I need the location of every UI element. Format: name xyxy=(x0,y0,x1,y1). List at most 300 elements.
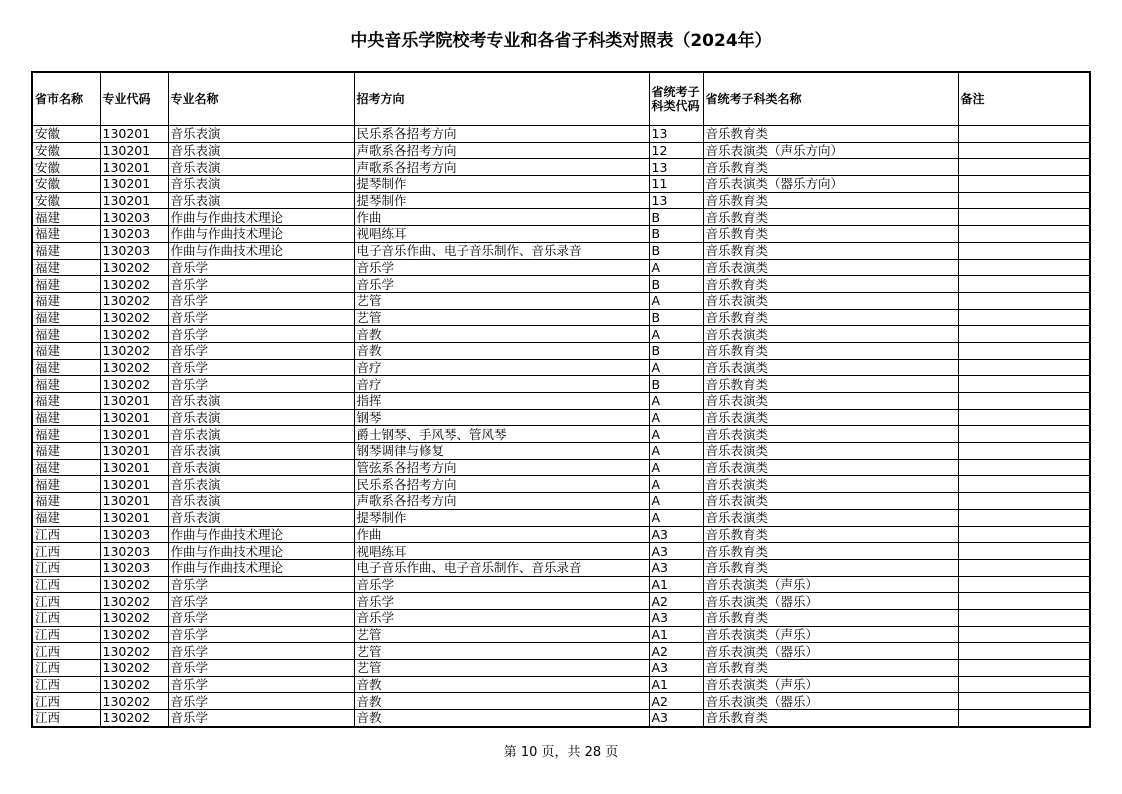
cell-remarks xyxy=(958,476,1090,493)
cell-remarks xyxy=(958,559,1090,576)
table-row xyxy=(32,626,1090,643)
cell-major-name: 音乐表演 xyxy=(168,493,354,510)
cell-subcategory-name: 音乐教育类 xyxy=(703,276,958,293)
cell-remarks xyxy=(958,710,1090,727)
cell-subcategory-code: 11 xyxy=(649,176,703,193)
table-row xyxy=(32,443,1090,460)
header-subcategory-code: 省统考子科类代码 xyxy=(649,72,703,126)
cell-major-code: 130203 xyxy=(100,559,168,576)
cell-subcategory-name: 音乐表演类 xyxy=(703,426,958,443)
cell-major-code: 130201 xyxy=(100,192,168,209)
cell-major-name: 音乐学 xyxy=(168,326,354,343)
cell-direction: 声歌系各招考方向 xyxy=(354,159,649,176)
cell-direction: 音疗 xyxy=(354,376,649,393)
cell-major-code: 130203 xyxy=(100,543,168,560)
cell-major-code: 130201 xyxy=(100,409,168,426)
cell-subcategory-code: A1 xyxy=(649,676,703,693)
table-row xyxy=(32,593,1090,610)
table-row xyxy=(32,676,1090,693)
table-row xyxy=(32,126,1090,143)
cell-major-name: 音乐表演 xyxy=(168,443,354,460)
cell-subcategory-code: A xyxy=(649,359,703,376)
cell-major-name: 音乐学 xyxy=(168,376,354,393)
cell-direction: 音教 xyxy=(354,676,649,693)
cell-subcategory-name: 音乐表演类（声乐） xyxy=(703,676,958,693)
cell-subcategory-code: B xyxy=(649,309,703,326)
cell-major-code: 130202 xyxy=(100,276,168,293)
cell-subcategory-code: A2 xyxy=(649,693,703,710)
cell-major-code: 130201 xyxy=(100,443,168,460)
cell-subcategory-code: A3 xyxy=(649,526,703,543)
table-row xyxy=(32,643,1090,660)
cell-remarks xyxy=(958,292,1090,309)
cell-province: 福建 xyxy=(32,209,100,226)
cell-subcategory-code: A xyxy=(649,476,703,493)
cell-remarks xyxy=(958,576,1090,593)
table-row xyxy=(32,226,1090,243)
cell-province: 安徽 xyxy=(32,126,100,143)
cell-direction: 音乐学 xyxy=(354,576,649,593)
cell-remarks xyxy=(958,459,1090,476)
table-row xyxy=(32,576,1090,593)
cell-major-name: 音乐学 xyxy=(168,593,354,610)
cell-subcategory-name: 音乐表演类 xyxy=(703,459,958,476)
cell-province: 福建 xyxy=(32,309,100,326)
table-row xyxy=(32,176,1090,193)
header-major-name: 专业名称 xyxy=(168,72,354,126)
cell-province: 江西 xyxy=(32,693,100,710)
table-row xyxy=(32,359,1090,376)
cell-direction: 提琴制作 xyxy=(354,176,649,193)
cell-province: 福建 xyxy=(32,426,100,443)
cell-major-name: 音乐表演 xyxy=(168,393,354,410)
cell-major-name: 音乐学 xyxy=(168,259,354,276)
cell-subcategory-name: 音乐教育类 xyxy=(703,159,958,176)
cell-major-name: 音乐表演 xyxy=(168,509,354,526)
cell-remarks xyxy=(958,142,1090,159)
table-row xyxy=(32,209,1090,226)
cell-province: 福建 xyxy=(32,259,100,276)
cell-province: 江西 xyxy=(32,526,100,543)
cell-subcategory-code: A xyxy=(649,409,703,426)
cell-remarks xyxy=(958,376,1090,393)
cell-subcategory-code: A1 xyxy=(649,576,703,593)
cell-remarks xyxy=(958,342,1090,359)
table-row xyxy=(32,660,1090,677)
table-row xyxy=(32,409,1090,426)
cell-subcategory-name: 音乐教育类 xyxy=(703,559,958,576)
table-row xyxy=(32,609,1090,626)
cell-major-name: 音乐学 xyxy=(168,576,354,593)
cell-province: 福建 xyxy=(32,476,100,493)
cell-direction: 音教 xyxy=(354,693,649,710)
cell-province: 福建 xyxy=(32,242,100,259)
cell-province: 江西 xyxy=(32,593,100,610)
table-header-row xyxy=(32,72,1090,126)
cell-major-code: 130202 xyxy=(100,326,168,343)
cell-province: 福建 xyxy=(32,409,100,426)
cell-remarks xyxy=(958,209,1090,226)
cell-direction: 音乐学 xyxy=(354,593,649,610)
cell-remarks xyxy=(958,593,1090,610)
cell-subcategory-code: A xyxy=(649,393,703,410)
cell-major-code: 130201 xyxy=(100,459,168,476)
table-row xyxy=(32,426,1090,443)
cell-subcategory-code: A xyxy=(649,459,703,476)
mapping-table xyxy=(31,71,1091,728)
cell-remarks xyxy=(958,526,1090,543)
cell-direction: 音教 xyxy=(354,710,649,727)
cell-remarks xyxy=(958,693,1090,710)
cell-major-code: 130202 xyxy=(100,359,168,376)
cell-subcategory-code: A xyxy=(649,292,703,309)
cell-subcategory-name: 音乐教育类 xyxy=(703,710,958,727)
cell-remarks xyxy=(958,126,1090,143)
cell-subcategory-code: A2 xyxy=(649,593,703,610)
cell-subcategory-name: 音乐教育类 xyxy=(703,526,958,543)
cell-major-name: 音乐表演 xyxy=(168,409,354,426)
table-row xyxy=(32,509,1090,526)
cell-major-code: 130202 xyxy=(100,710,168,727)
cell-subcategory-name: 音乐教育类 xyxy=(703,126,958,143)
cell-direction: 声歌系各招考方向 xyxy=(354,142,649,159)
cell-direction: 爵士钢琴、手风琴、管风琴 xyxy=(354,426,649,443)
cell-subcategory-name: 音乐表演类 xyxy=(703,493,958,510)
table-row xyxy=(32,376,1090,393)
cell-subcategory-name: 音乐表演类（器乐） xyxy=(703,593,958,610)
cell-direction: 音乐学 xyxy=(354,276,649,293)
cell-major-name: 音乐学 xyxy=(168,710,354,727)
cell-major-name: 音乐表演 xyxy=(168,192,354,209)
cell-remarks xyxy=(958,359,1090,376)
cell-major-name: 音乐表演 xyxy=(168,176,354,193)
cell-direction: 民乐系各招考方向 xyxy=(354,476,649,493)
cell-subcategory-code: A3 xyxy=(649,543,703,560)
cell-remarks xyxy=(958,259,1090,276)
cell-major-code: 130203 xyxy=(100,209,168,226)
cell-subcategory-code: 12 xyxy=(649,142,703,159)
cell-major-code: 130201 xyxy=(100,426,168,443)
cell-province: 福建 xyxy=(32,226,100,243)
cell-subcategory-name: 音乐表演类 xyxy=(703,509,958,526)
cell-direction: 作曲 xyxy=(354,209,649,226)
cell-major-name: 音乐学 xyxy=(168,676,354,693)
table-row xyxy=(32,476,1090,493)
cell-direction: 声歌系各招考方向 xyxy=(354,493,649,510)
table-row xyxy=(32,259,1090,276)
cell-major-code: 130202 xyxy=(100,676,168,693)
table-row xyxy=(32,159,1090,176)
cell-direction: 音疗 xyxy=(354,359,649,376)
table-row xyxy=(32,276,1090,293)
cell-major-name: 音乐学 xyxy=(168,626,354,643)
cell-direction: 视唱练耳 xyxy=(354,226,649,243)
cell-major-name: 音乐表演 xyxy=(168,459,354,476)
cell-subcategory-name: 音乐教育类 xyxy=(703,543,958,560)
cell-subcategory-name: 音乐教育类 xyxy=(703,226,958,243)
table-row xyxy=(32,693,1090,710)
cell-province: 福建 xyxy=(32,393,100,410)
cell-province: 福建 xyxy=(32,359,100,376)
cell-subcategory-code: A3 xyxy=(649,559,703,576)
cell-remarks xyxy=(958,326,1090,343)
cell-remarks xyxy=(958,309,1090,326)
cell-major-code: 130201 xyxy=(100,476,168,493)
cell-province: 安徽 xyxy=(32,176,100,193)
cell-subcategory-name: 音乐教育类 xyxy=(703,192,958,209)
cell-direction: 音教 xyxy=(354,342,649,359)
cell-direction: 钢琴调律与修复 xyxy=(354,443,649,460)
cell-major-name: 音乐学 xyxy=(168,276,354,293)
cell-major-code: 130202 xyxy=(100,292,168,309)
cell-subcategory-name: 音乐表演类 xyxy=(703,476,958,493)
cell-major-name: 音乐表演 xyxy=(168,426,354,443)
cell-major-name: 音乐学 xyxy=(168,359,354,376)
cell-province: 江西 xyxy=(32,559,100,576)
cell-province: 江西 xyxy=(32,543,100,560)
cell-direction: 艺管 xyxy=(354,626,649,643)
table-body xyxy=(32,126,1090,727)
cell-province: 福建 xyxy=(32,342,100,359)
cell-major-name: 作曲与作曲技术理论 xyxy=(168,242,354,259)
cell-remarks xyxy=(958,409,1090,426)
cell-subcategory-code: 13 xyxy=(649,192,703,209)
cell-remarks xyxy=(958,426,1090,443)
cell-subcategory-name: 音乐表演类（器乐） xyxy=(703,643,958,660)
cell-remarks xyxy=(958,509,1090,526)
cell-subcategory-code: A1 xyxy=(649,626,703,643)
cell-remarks xyxy=(958,676,1090,693)
table-row xyxy=(32,526,1090,543)
cell-province: 江西 xyxy=(32,676,100,693)
header-remarks: 备注 xyxy=(958,72,1090,126)
table-row xyxy=(32,342,1090,359)
table-row xyxy=(32,710,1090,727)
cell-province: 江西 xyxy=(32,660,100,677)
cell-major-name: 作曲与作曲技术理论 xyxy=(168,209,354,226)
cell-major-code: 130202 xyxy=(100,259,168,276)
cell-major-code: 130202 xyxy=(100,342,168,359)
cell-subcategory-name: 音乐表演类 xyxy=(703,443,958,460)
cell-province: 福建 xyxy=(32,509,100,526)
table-row xyxy=(32,292,1090,309)
cell-subcategory-code: A xyxy=(649,326,703,343)
cell-subcategory-code: B xyxy=(649,242,703,259)
cell-remarks xyxy=(958,192,1090,209)
cell-subcategory-code: B xyxy=(649,276,703,293)
cell-subcategory-code: A xyxy=(649,426,703,443)
table-row xyxy=(32,493,1090,510)
cell-major-name: 音乐学 xyxy=(168,309,354,326)
cell-subcategory-code: A3 xyxy=(649,609,703,626)
cell-major-code: 130202 xyxy=(100,376,168,393)
cell-remarks xyxy=(958,493,1090,510)
cell-subcategory-name: 音乐表演类（声乐） xyxy=(703,626,958,643)
cell-major-code: 130202 xyxy=(100,693,168,710)
cell-subcategory-code: 13 xyxy=(649,126,703,143)
table-row xyxy=(32,459,1090,476)
cell-major-name: 作曲与作曲技术理论 xyxy=(168,559,354,576)
header-major-code: 专业代码 xyxy=(100,72,168,126)
cell-major-name: 音乐学 xyxy=(168,609,354,626)
cell-direction: 民乐系各招考方向 xyxy=(354,126,649,143)
table-row xyxy=(32,192,1090,209)
cell-direction: 艺管 xyxy=(354,660,649,677)
cell-subcategory-code: A xyxy=(649,509,703,526)
table-row xyxy=(32,242,1090,259)
cell-major-name: 音乐学 xyxy=(168,693,354,710)
cell-major-code: 130202 xyxy=(100,643,168,660)
cell-remarks xyxy=(958,643,1090,660)
cell-major-code: 130203 xyxy=(100,526,168,543)
cell-major-name: 音乐学 xyxy=(168,660,354,677)
cell-major-name: 音乐学 xyxy=(168,643,354,660)
cell-major-code: 130202 xyxy=(100,660,168,677)
table-row xyxy=(32,309,1090,326)
cell-remarks xyxy=(958,159,1090,176)
cell-subcategory-name: 音乐表演类 xyxy=(703,326,958,343)
cell-subcategory-name: 音乐表演类 xyxy=(703,259,958,276)
cell-direction: 视唱练耳 xyxy=(354,543,649,560)
cell-remarks xyxy=(958,226,1090,243)
cell-province: 福建 xyxy=(32,276,100,293)
cell-subcategory-code: A3 xyxy=(649,660,703,677)
cell-major-code: 130201 xyxy=(100,393,168,410)
cell-subcategory-name: 音乐教育类 xyxy=(703,660,958,677)
cell-direction: 音乐学 xyxy=(354,609,649,626)
cell-major-code: 130203 xyxy=(100,226,168,243)
header-direction: 招考方向 xyxy=(354,72,649,126)
cell-province: 福建 xyxy=(32,443,100,460)
cell-major-code: 130201 xyxy=(100,126,168,143)
cell-major-name: 音乐表演 xyxy=(168,142,354,159)
cell-major-name: 音乐学 xyxy=(168,342,354,359)
page-number: 第 10 页，共 28 页 xyxy=(503,745,619,760)
cell-remarks xyxy=(958,609,1090,626)
cell-remarks xyxy=(958,242,1090,259)
cell-direction: 作曲 xyxy=(354,526,649,543)
cell-direction: 艺管 xyxy=(354,643,649,660)
cell-major-name: 音乐表演 xyxy=(168,476,354,493)
cell-province: 福建 xyxy=(32,493,100,510)
cell-subcategory-name: 音乐表演类 xyxy=(703,393,958,410)
cell-subcategory-code: A xyxy=(649,443,703,460)
cell-subcategory-code: A3 xyxy=(649,710,703,727)
cell-subcategory-code: B xyxy=(649,376,703,393)
cell-subcategory-name: 音乐表演类（器乐） xyxy=(703,693,958,710)
cell-direction: 音乐学 xyxy=(354,259,649,276)
cell-major-code: 130201 xyxy=(100,159,168,176)
table-row xyxy=(32,559,1090,576)
cell-major-code: 130201 xyxy=(100,493,168,510)
cell-direction: 钢琴 xyxy=(354,409,649,426)
cell-direction: 电子音乐作曲、电子音乐制作、音乐录音 xyxy=(354,242,649,259)
cell-remarks xyxy=(958,543,1090,560)
cell-subcategory-code: B xyxy=(649,342,703,359)
cell-province: 安徽 xyxy=(32,192,100,209)
cell-major-code: 130201 xyxy=(100,176,168,193)
cell-major-name: 作曲与作曲技术理论 xyxy=(168,543,354,560)
page-title: 中央音乐学院校考专业和各省子科类对照表（2024年） xyxy=(350,31,772,51)
cell-direction: 提琴制作 xyxy=(354,192,649,209)
cell-remarks xyxy=(958,393,1090,410)
table-row xyxy=(32,326,1090,343)
cell-major-name: 作曲与作曲技术理论 xyxy=(168,226,354,243)
cell-direction: 管弦系各招考方向 xyxy=(354,459,649,476)
cell-province: 江西 xyxy=(32,643,100,660)
cell-subcategory-code: 13 xyxy=(649,159,703,176)
cell-major-code: 130202 xyxy=(100,609,168,626)
cell-province: 江西 xyxy=(32,710,100,727)
cell-subcategory-name: 音乐教育类 xyxy=(703,342,958,359)
cell-major-name: 作曲与作曲技术理论 xyxy=(168,526,354,543)
cell-remarks xyxy=(958,276,1090,293)
cell-direction: 指挥 xyxy=(354,393,649,410)
cell-subcategory-name: 音乐表演类 xyxy=(703,359,958,376)
cell-direction: 艺管 xyxy=(354,309,649,326)
cell-major-name: 音乐学 xyxy=(168,292,354,309)
cell-province: 福建 xyxy=(32,326,100,343)
header-subcategory-name: 省统考子科类名称 xyxy=(703,72,958,126)
cell-province: 江西 xyxy=(32,576,100,593)
cell-subcategory-name: 音乐教育类 xyxy=(703,609,958,626)
cell-subcategory-name: 音乐教育类 xyxy=(703,209,958,226)
cell-subcategory-name: 音乐教育类 xyxy=(703,242,958,259)
cell-province: 安徽 xyxy=(32,159,100,176)
table-row xyxy=(32,393,1090,410)
cell-subcategory-name: 音乐表演类（声乐方向） xyxy=(703,142,958,159)
table-container xyxy=(31,71,1091,728)
cell-remarks xyxy=(958,443,1090,460)
cell-province: 安徽 xyxy=(32,142,100,159)
cell-direction: 提琴制作 xyxy=(354,509,649,526)
cell-major-code: 130202 xyxy=(100,576,168,593)
cell-major-code: 130201 xyxy=(100,509,168,526)
cell-direction: 音教 xyxy=(354,326,649,343)
cell-subcategory-name: 音乐表演类（器乐方向） xyxy=(703,176,958,193)
cell-subcategory-code: A2 xyxy=(649,643,703,660)
cell-major-code: 130202 xyxy=(100,626,168,643)
cell-remarks xyxy=(958,626,1090,643)
cell-subcategory-name: 音乐表演类 xyxy=(703,292,958,309)
cell-province: 福建 xyxy=(32,292,100,309)
cell-subcategory-code: A xyxy=(649,259,703,276)
cell-province: 福建 xyxy=(32,459,100,476)
cell-province: 福建 xyxy=(32,376,100,393)
cell-major-name: 音乐表演 xyxy=(168,159,354,176)
cell-major-name: 音乐表演 xyxy=(168,126,354,143)
cell-major-code: 130201 xyxy=(100,142,168,159)
table-row xyxy=(32,142,1090,159)
cell-subcategory-name: 音乐教育类 xyxy=(703,376,958,393)
cell-province: 江西 xyxy=(32,626,100,643)
cell-major-code: 130202 xyxy=(100,309,168,326)
cell-subcategory-name: 音乐表演类（声乐） xyxy=(703,576,958,593)
cell-subcategory-code: B xyxy=(649,226,703,243)
cell-subcategory-code: A xyxy=(649,493,703,510)
table-row xyxy=(32,543,1090,560)
cell-province: 江西 xyxy=(32,609,100,626)
cell-subcategory-name: 音乐教育类 xyxy=(703,309,958,326)
cell-direction: 电子音乐作曲、电子音乐制作、音乐录音 xyxy=(354,559,649,576)
cell-subcategory-name: 音乐表演类 xyxy=(703,409,958,426)
cell-subcategory-code: B xyxy=(649,209,703,226)
cell-direction: 艺管 xyxy=(354,292,649,309)
header-province: 省市名称 xyxy=(32,72,100,126)
cell-major-code: 130202 xyxy=(100,593,168,610)
cell-major-code: 130203 xyxy=(100,242,168,259)
cell-remarks xyxy=(958,176,1090,193)
